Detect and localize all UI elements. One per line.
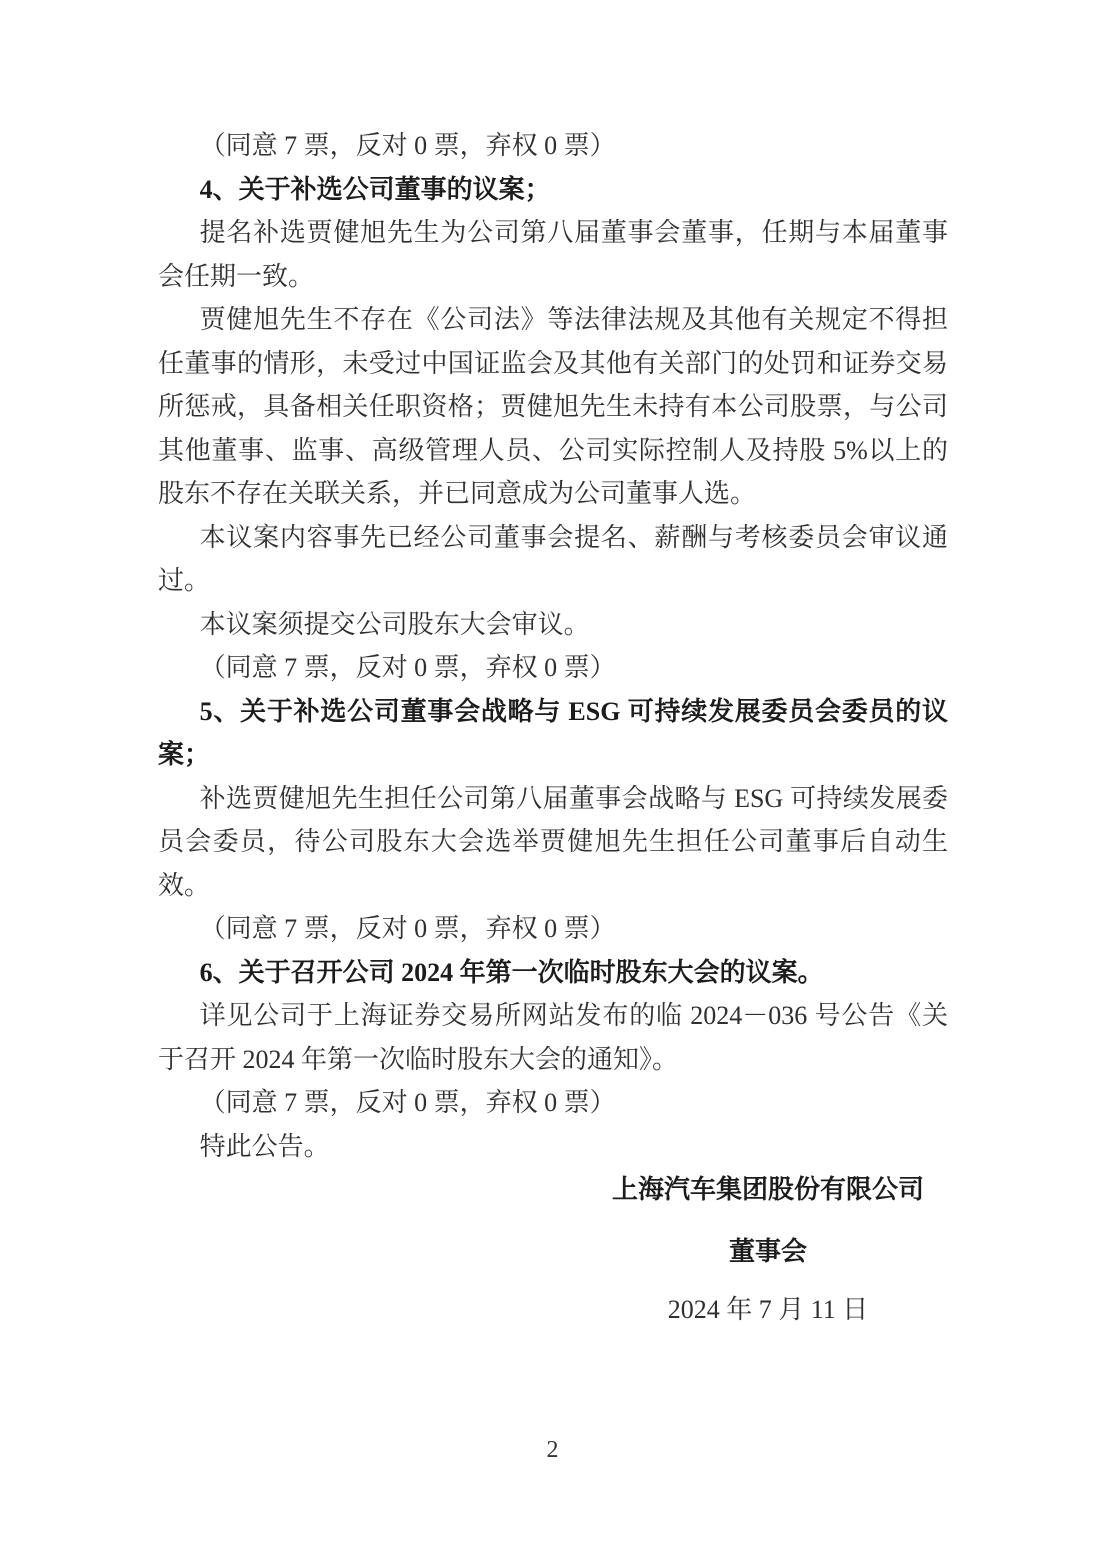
- section-heading-5: 5、关于补选公司董事会战略与 ESG 可持续发展委员会委员的议案；: [158, 696, 948, 769]
- vote-result-line: （同意 7 票，反对 0 票，弃权 0 票）: [199, 131, 616, 160]
- closing-line: 特此公告。: [199, 1131, 330, 1161]
- page-number: 2: [546, 1437, 559, 1463]
- paragraph: 提名补选贾健旭先生为公司第八届董事会董事，任期与本届董事会任期一致。: [158, 218, 948, 291]
- signature-board: 董事会: [728, 1236, 807, 1266]
- vote-result-line: （同意 7 票，反对 0 票，弃权 0 票）: [199, 1088, 616, 1117]
- signature-block: [598, 1168, 938, 1332]
- paragraph: 补选贾健旭先生担任公司第八届董事会战略与 ESG 可持续发展委员会委员，待公司股东大会选举贾健旭先生担任公司董事后自动生效。: [158, 783, 948, 900]
- vote-result-line: （同意 7 票，反对 0 票，弃权 0 票）: [199, 653, 616, 682]
- section-heading-4: 4、关于补选公司董事的议案；: [199, 174, 551, 204]
- paragraph: 贾健旭先生不存在《公司法》等法律法规及其他有关规定不得担任董事的情形，未受过中国证监会及其他有关部门的处罚和证券交易所惩戒，具备相关任职资格；贾健旭先生未持有本公司股票，与公司其他董事、监事、高级管理人员、公司实际控制人及持股 5%以上的股东不存在关联关系，并已同意成为公司董事人选。: [158, 305, 948, 508]
- signature-date: 2024 年 7 月 11 日: [667, 1295, 869, 1324]
- paragraph: 详见公司于上海证券交易所网站发布的临 2024－036 号公告《关于召开 2024 年第一次临时股东大会的通知》。: [158, 1001, 948, 1074]
- paragraph: 本议案内容事先已经公司董事会提名、薪酬与考核委员会审议通过。: [158, 522, 948, 595]
- section-heading-6: 6、关于召开公司 2024 年第一次临时股东大会的议案。: [199, 957, 824, 987]
- paragraph: 本议案须提交公司股东大会审议。: [199, 609, 590, 639]
- page-content: [158, 124, 948, 1332]
- signature-company: 上海汽车集团股份有限公司: [611, 1175, 924, 1204]
- vote-result-line: （同意 7 票，反对 0 票，弃权 0 票）: [199, 914, 616, 943]
